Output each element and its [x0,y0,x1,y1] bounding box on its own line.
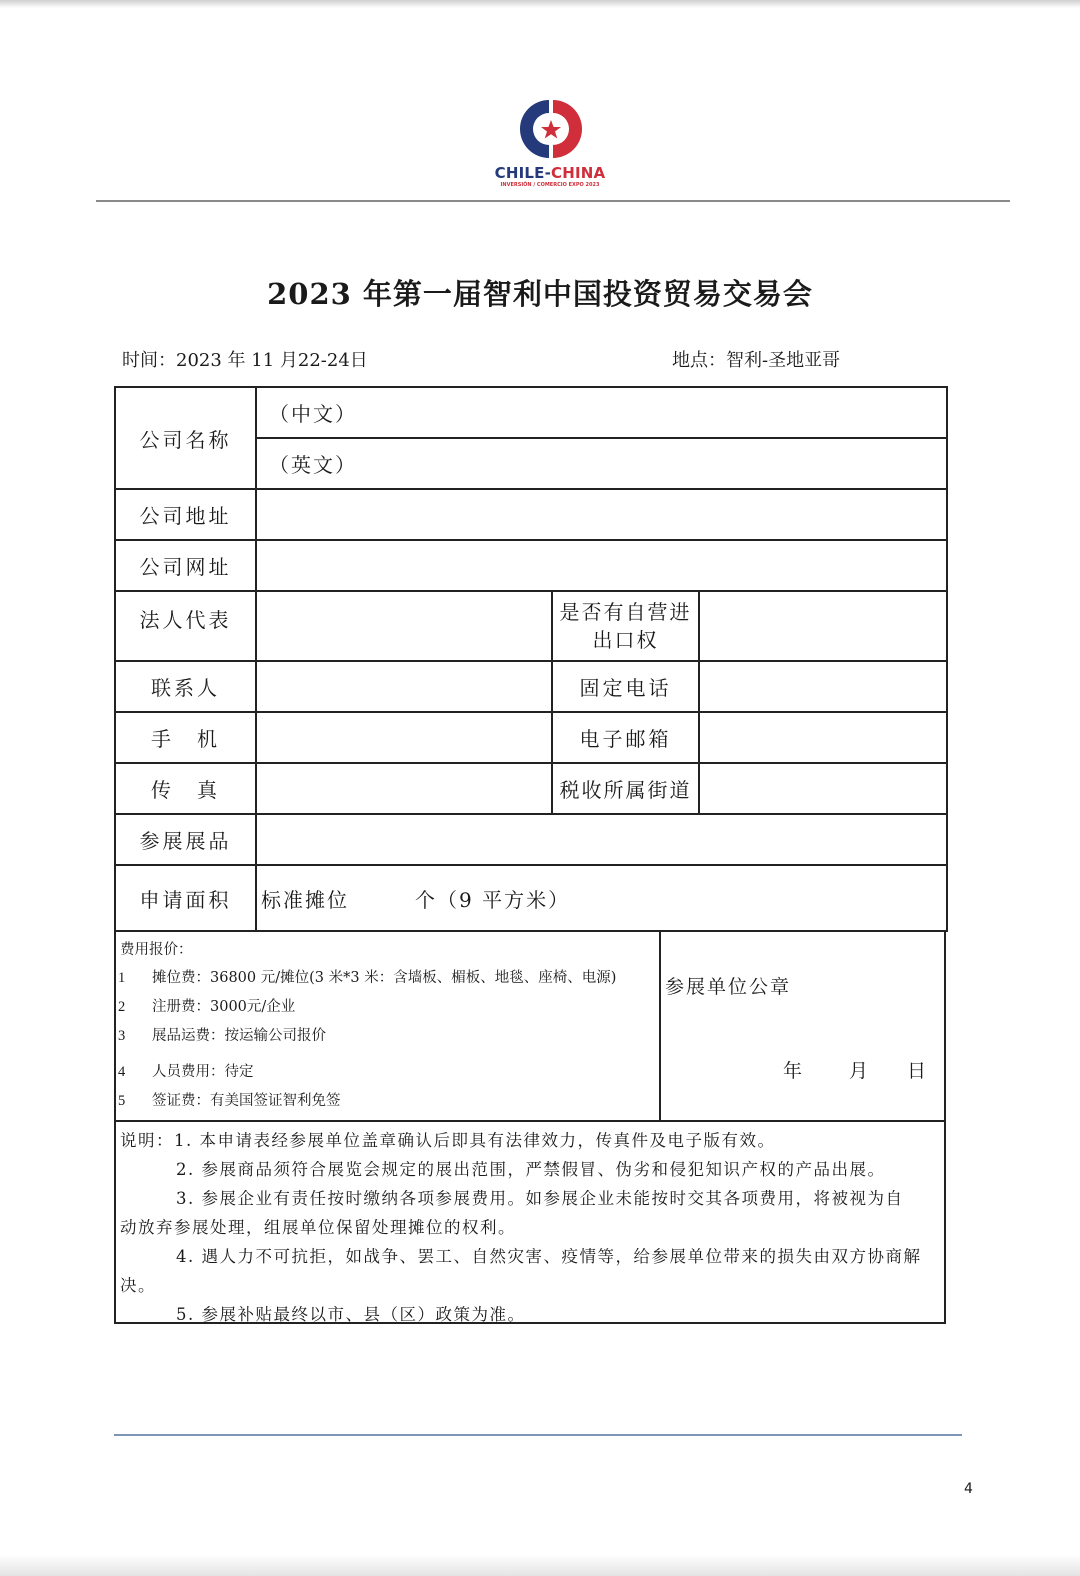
fax-field[interactable] [256,763,552,814]
import-export-label: 是否有自营进出口权 [552,591,699,661]
fee-item: 5 签证费：有美国签证智利免签 [118,1093,341,1109]
note-2: 2. 参展商品须符合展览会规定的展出范围，严禁假冒、伪劣和侵犯知识产权的产品出展。 [176,1160,886,1179]
application-form [114,386,948,932]
company-name-label: 公司名称 [115,387,256,489]
landline-field[interactable] [699,661,947,712]
header-divider [96,200,1010,202]
note-4-cont: 决。 [120,1276,156,1295]
note-5: 5. 参展补贴最终以市、县（区）政策为准。 [176,1305,526,1324]
logo-wordmark [480,164,620,182]
event-time: 时间：2023 年 11 月22-24日 [122,350,368,371]
fee-item: 4 人员费用：待定 [118,1064,254,1080]
logo-subtext: INVERSIÓN / COMERCIO EXPO 2023 [500,182,600,188]
company-address-field[interactable] [256,489,947,540]
tax-street-field[interactable] [699,763,947,814]
footer-divider [114,1434,962,1436]
legal-rep-field[interactable] [256,591,552,661]
page-title: 2023 年第一届智利中国投资贸易交易会 [267,277,813,311]
company-seal-box[interactable] [661,930,944,1120]
note-3: 3. 参展企业有责任按时缴纳各项参展费用。如参展企业未能按时交其各项费用，将被视为自 [176,1189,904,1208]
email-field[interactable] [699,712,947,763]
company-website-field[interactable] [256,540,947,591]
fees-section [114,930,946,1122]
landline-label: 固定电话 [552,661,699,712]
fax-label: 传 真 [115,763,256,814]
logo-wordmark-chile: CHILE- [494,164,552,182]
date-month: 月 [849,1060,869,1082]
tax-street-label: 税收所属街道 [552,763,699,814]
area-field[interactable] [256,865,947,931]
date-day: 日 [907,1060,927,1082]
mobile-field[interactable] [256,712,552,763]
mobile-label: 手 机 [115,712,256,763]
exhibits-label: 参展展品 [115,814,256,865]
fee-item: 3 展品运费：按运输公司报价 [118,1028,326,1044]
notes-section [114,1122,946,1324]
page-number: 4 [964,1481,973,1497]
seal-label: 参展单位公章 [665,976,792,998]
fee-quote [116,930,661,1120]
logo-emblem-icon [515,96,585,162]
note-3-cont: 动放弃参展处理，组展单位保留处理摊位的权利。 [120,1218,516,1237]
logo-wordmark-china: CHINA [551,164,606,182]
note-1: 说明：1. 本申请表经参展单位盖章确认后即具有法律效力，传真件及电子版有效。 [120,1131,776,1150]
import-export-field[interactable] [699,591,947,661]
contact-field[interactable] [256,661,552,712]
company-address-label: 公司地址 [115,489,256,540]
event-place: 地点：智利-圣地亚哥 [672,350,841,371]
fee-heading: 费用报价： [120,942,193,958]
legal-rep-label: 法人代表 [115,591,256,661]
top-edge-shadow [0,0,1080,8]
company-website-label: 公司网址 [115,540,256,591]
exhibits-field[interactable] [256,814,947,865]
email-label: 电子邮箱 [552,712,699,763]
fee-item: 2 注册费：3000元/企业 [118,999,296,1015]
area-label: 申请面积 [115,865,256,931]
booth-unit: 个（9 平方米） [415,887,571,912]
company-name-en-field[interactable]: （英文） [256,438,947,489]
company-name-cn-field[interactable]: （中文） [256,387,947,438]
expo-logo [480,96,620,196]
fee-item: 1 摊位费：36800 元/摊位(3 米*3 米：含墙板、楣板、地毯、座椅、电源) [118,970,617,986]
note-4: 4. 遇人力不可抗拒，如战争、罢工、自然灾害、疫情等，给参展单位带来的损失由双方协商解 [176,1247,922,1266]
contact-label: 联系人 [115,661,256,712]
bottom-edge-shadow [0,1554,1080,1576]
date-year: 年 [783,1060,803,1082]
booth-label: 标准摊位 [261,887,349,912]
